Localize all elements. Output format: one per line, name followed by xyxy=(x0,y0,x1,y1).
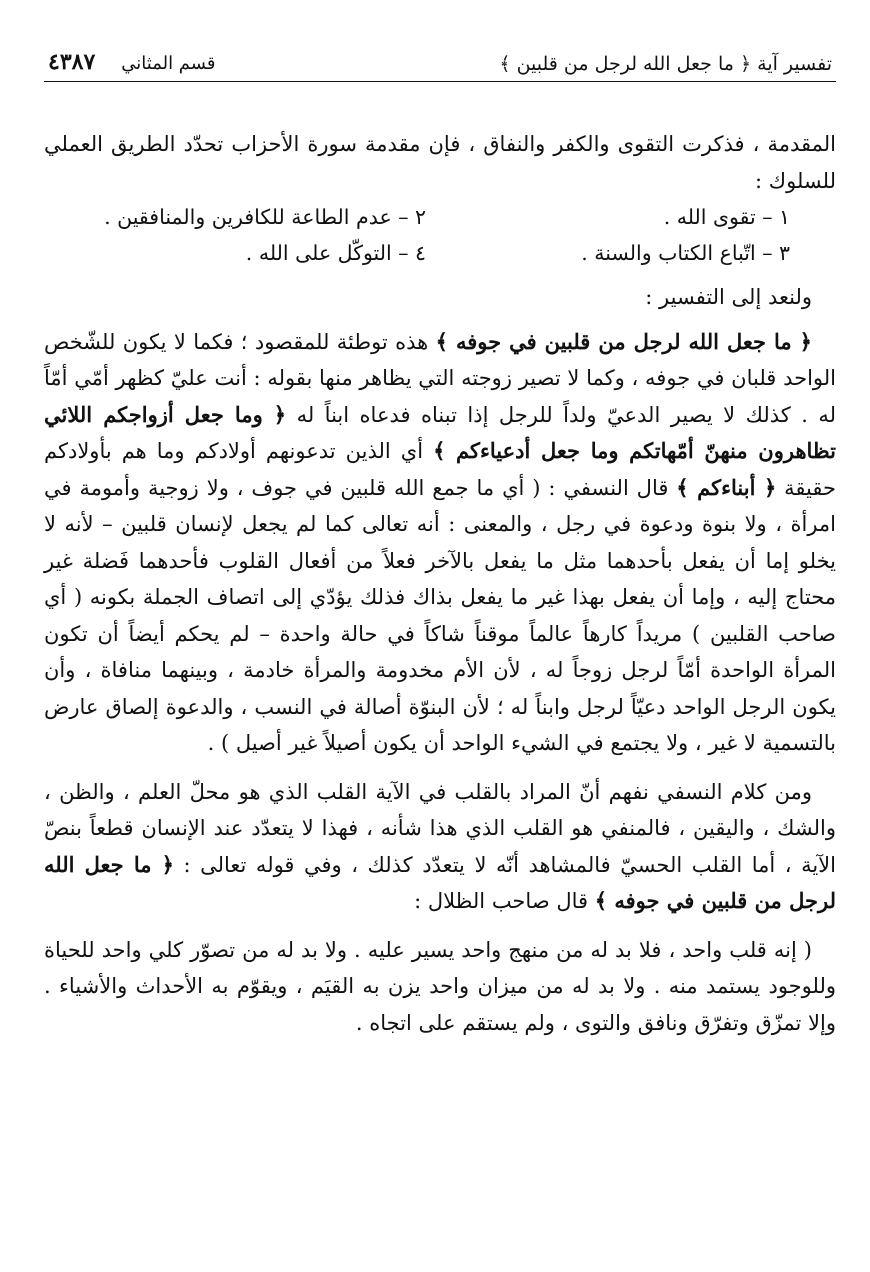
page-body xyxy=(44,126,836,1041)
page-header xyxy=(44,42,836,82)
intro-paragraph: المقدمة ، فذكرت التقوى والكفر والنفاق ، فإن مقدمة سورة الأحزاب تحدّد الطريق العملي للسلوك : xyxy=(44,132,836,193)
paragraph-text: ومن كلام النسفي نفهم أنّ المراد بالقلب في الآية القلب الذي هو محلّ العلم ، والظن ، والشك ، واليقين ، فالمنفي هو القلب الذي هذا شأنه ، فهذا لا يتعدّد عند الإنسان قطعاً بنصّ الآية ، أما القلب الحسيّ فالمشاهد أنّه لا يتعدّد كذلك ، وفي قوله تعالى : xyxy=(44,779,836,877)
book-page xyxy=(44,42,836,1242)
list-item: ٢ – عدم الطاعة للكافرين والمنافقين . xyxy=(104,205,426,229)
tafsir-paragraph xyxy=(44,324,836,762)
page-number: ٤٣٨٧ xyxy=(48,49,96,75)
quran-verse: ﴿ أبناءكم ﴾ xyxy=(676,474,777,500)
section-title: قسم المثاني xyxy=(121,53,216,74)
quran-verse: ﴿ ما جعل الله لرجل من قلبين في جوفه ﴾ xyxy=(435,328,812,354)
quran-verse: ﴿ ما جعل الله لرجل من قلبين في جوفه ﴾ xyxy=(44,851,836,913)
header-left xyxy=(48,49,215,75)
list-item: ٤ – التوكّل على الله . xyxy=(245,241,426,265)
list-item: ٣ – اتّباع الكتاب والسنة . xyxy=(581,241,790,265)
paragraph-text: أي الذين تدعونهم أولادكم وما هم بأولادكم حقيقة xyxy=(44,439,836,500)
principles-list xyxy=(44,199,836,271)
paragraph-text: هذه توطئة للمقصود ؛ فكما لا يكون للشّخص الواحد قلبان في جوفه ، وكما لا تصير زوجته التي يظاهر منها بقوله : أنت عليّ كظهر أمّي أمّاً له . كذلك لا يصير الدعيّ ولداً للرجل إذا تبناه فدعاه ابناً له xyxy=(44,329,836,427)
running-title: تفسير آية ﴿ ما جعل الله لرجل من قلبين ﴾ xyxy=(499,53,832,75)
commentary-paragraph xyxy=(44,774,836,920)
quran-verse: ﴿ وما جعل أزواجكم اللائي تظاهرون منهنّ أمّهاتكم وما جعل أدعياءكم ﴾ xyxy=(44,401,836,463)
list-item: ١ – تقوى الله . xyxy=(663,205,790,229)
paragraph-text: قال صاحب الظلال : xyxy=(414,889,595,913)
quote-paragraph: ( إنه قلب واحد ، فلا بد له من منهج واحد يسير عليه . ولا بد له من تصوّر كلي واحد للحياة وللوجود يستمد منه . ولا بد له من ميزان واحد يزن به القيَم ، ويقوّم به الأحداث والأشياء . وإلا تمزّق وتفرّق ونافق والتوى ، ولم يستقم على اتجاه . xyxy=(44,937,836,1035)
transition-line: ولنعد إلى التفسير : xyxy=(645,285,812,309)
paragraph-text: قال النسفي : ( أي ما جمع الله قلبين في جوف ، ولا زوجية وأمومة في امرأة ، ولا بنوة ودعوة في رجل ، والمعنى : أنه تعالى كما لم يجعل لإنسان قلبين – لأنه لا يخلو إما أن يفعل بأحدهما مثل ما يفعل بالآخر فعلاً من أفعال القلوب فأحدهما فَضلة غير محتاج إليه ، وإما أن يفعل بهذا غير ما يفعل بذاك فذلك يؤدّي إلى اتصاف الجملة بكونه ( أي صاحب القلبين ) مريداً كارهاً عالماً موقناً شاكاً في حالة واحدة – لم يحكم أيضاً أن تكون المرأة الواحدة أمّاً لرجل زوجاً له ، لأن الأم مخدومة والمرأة خادمة ، وبينهما منافاة ، وأن يكون الرجل الواحد دعيّاً لرجل وابناً له ؛ لأن البنوّة أصالة في النسب ، والدعوة إلصاق عارض بالتسمية لا غير ، ولا يجتمع في الشيء الواحد أن يكون أصيلاً غير أصيل ) . xyxy=(44,475,836,755)
